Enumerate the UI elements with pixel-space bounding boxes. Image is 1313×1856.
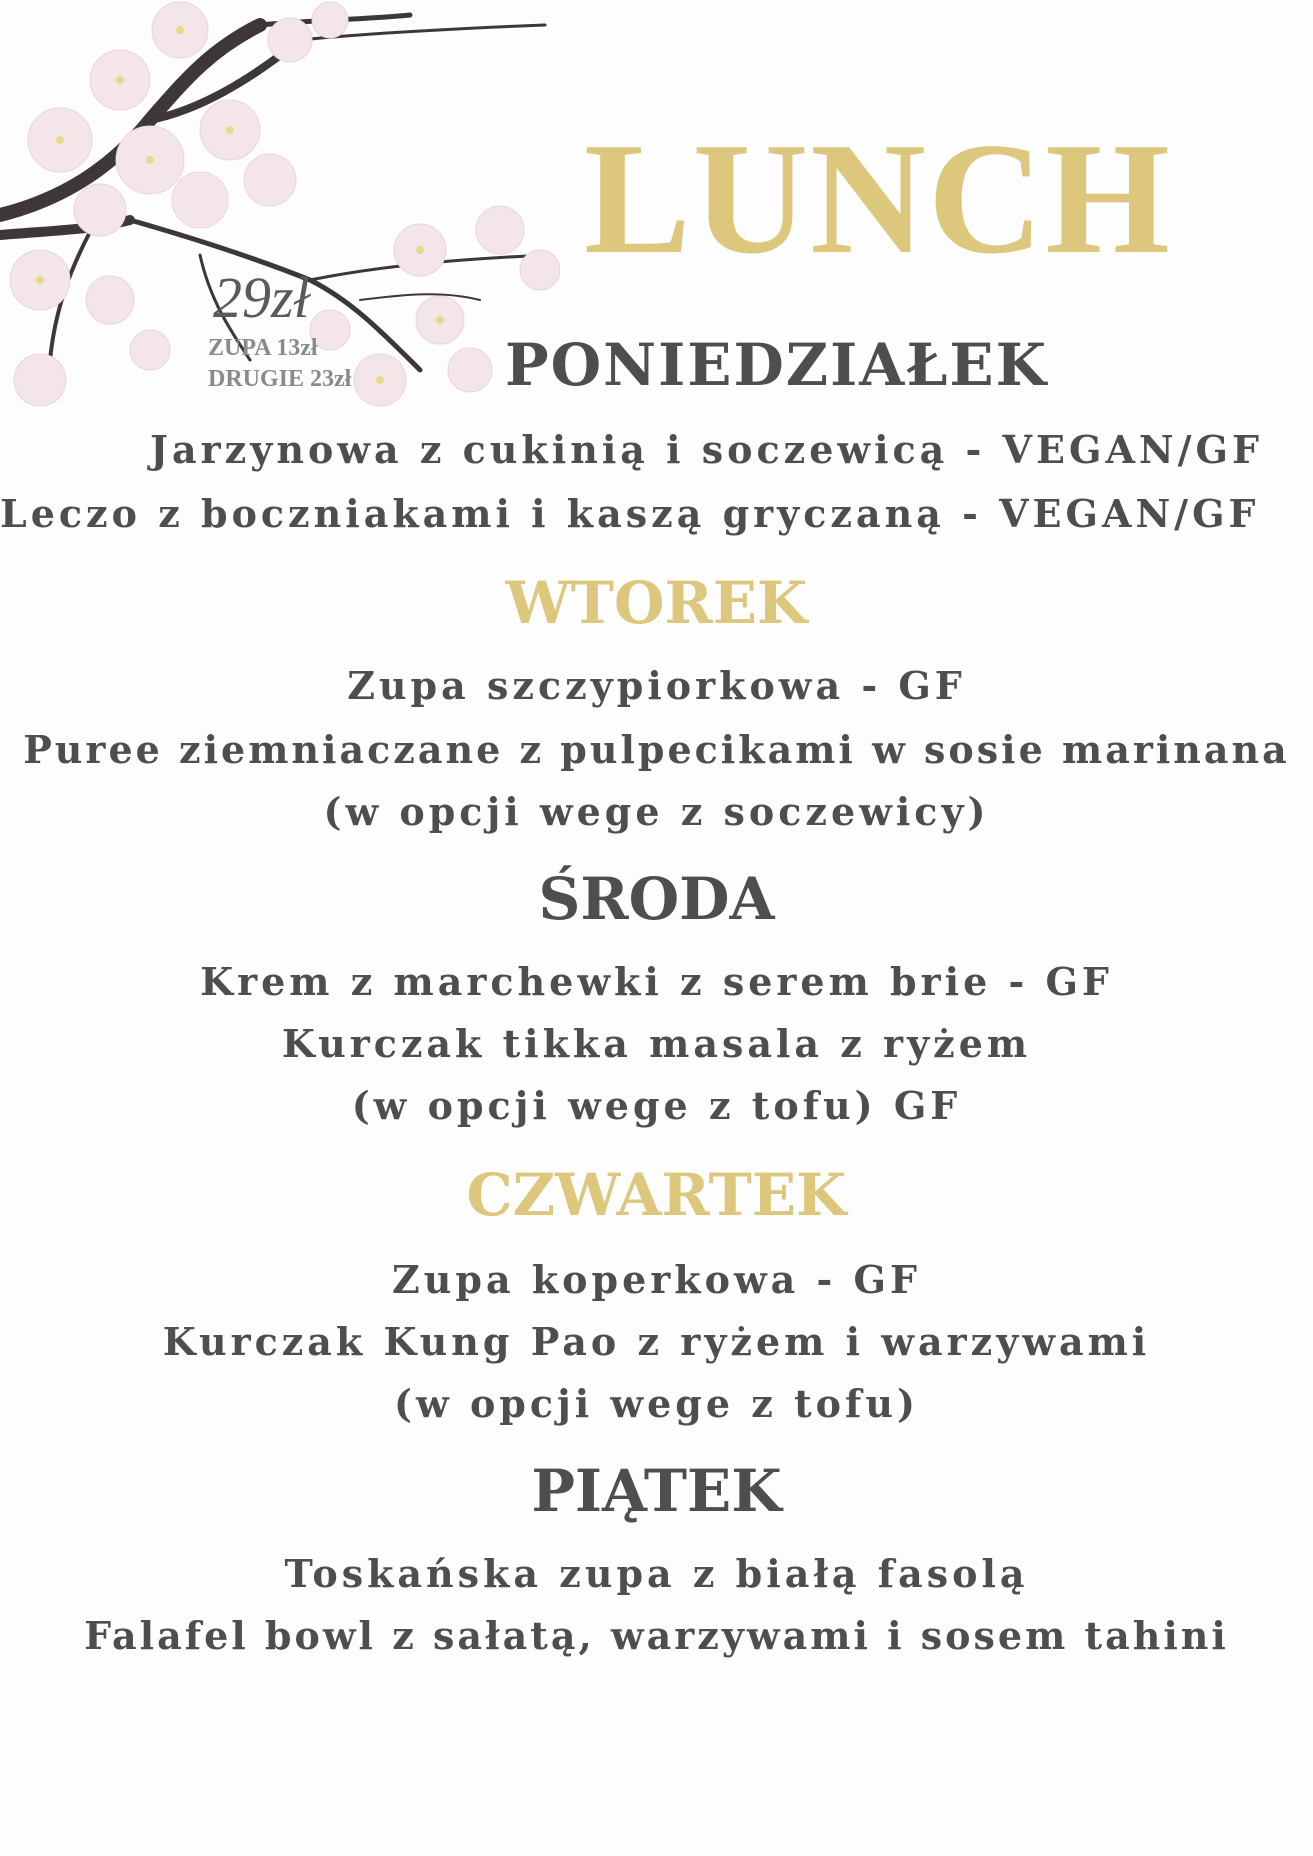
friday-dish-2: Falafel bowl z sałatą, warzywami i sosem tahini [84,1613,1229,1658]
day-heading-wednesday: ŚRODA [538,865,775,933]
thursday-dish-1: Zupa koperkowa - GF [392,1257,921,1302]
day-heading-tuesday: WTOREK [505,569,808,637]
main-dish-price: DRUGIE 23zł [208,366,352,392]
thursday-dish-2: Kurczak Kung Pao z ryżem i warzywami [162,1319,1151,1364]
tuesday-dish-1: Zupa szczypiorkowa - GF [347,663,966,708]
page-title: LUNCH [584,109,1172,287]
day-heading-friday: PIĄTEK [531,1457,782,1525]
soup-price: ZUPA 13zł [208,335,318,361]
wednesday-dish-2: Kurczak tikka masala z ryżem [281,1021,1032,1066]
monday-dish-2: Leczo z boczniakami i kaszą gryczaną - VEGAN/GF [0,491,1260,536]
tuesday-dish-2: Puree ziemniaczane z pulpecikami w sosie marinana [23,727,1290,772]
tuesday-dish-note: (w opcji wege z soczewicy) [323,789,990,834]
friday-dish-1: Toskańska zupa z białą fasolą [284,1551,1029,1596]
wednesday-dish-note: (w opcji wege z tofu) GF [351,1083,962,1128]
thursday-dish-note: (w opcji wege z tofu) [394,1381,919,1426]
monday-dish-1: Jarzynowa z cukinią i soczewicą - VEGAN/GF [150,427,1263,472]
wednesday-dish-1: Krem z marchewki z serem brie - GF [200,959,1113,1004]
combo-price: 29zł [213,265,310,330]
day-heading-thursday: CZWARTEK [466,1161,847,1229]
day-heading-monday: PONIEDZIAŁEK [504,331,1049,399]
